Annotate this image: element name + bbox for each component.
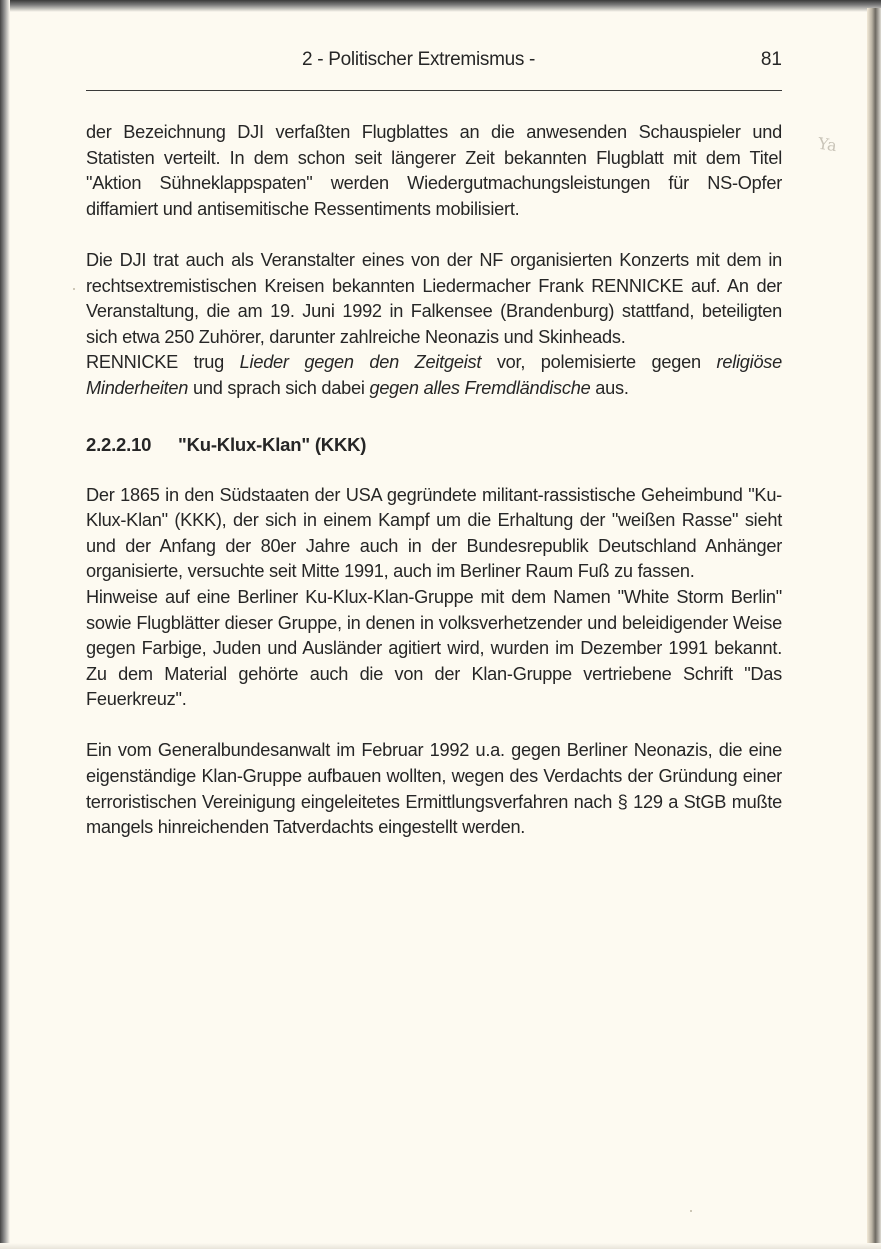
body-text bbox=[86, 120, 782, 841]
margin-annotation: Ya bbox=[816, 133, 839, 156]
paper-speck bbox=[73, 288, 75, 290]
scan-bottom-edge bbox=[0, 1243, 881, 1249]
scan-left-edge bbox=[0, 0, 10, 1249]
section-number: 2.2.2.10 bbox=[86, 433, 152, 455]
header-rule bbox=[86, 90, 782, 91]
scan-top-shadow bbox=[0, 0, 881, 12]
paragraph-flugblatt: der Bezeichnung DJI verfaßten Flugblattes an die anwesenden Schauspieler und Statisten verteilt. In dem schon seit längerer Zeit bekannten Flugblatt mit dem Titel "Aktion Sühneklappspaten" werden Wiedergutmachungsleistungen für NS-Opfer diffamiert und antisemitische Ressentiments mobilisiert. bbox=[86, 122, 782, 219]
paper-speck bbox=[690, 1210, 692, 1212]
paragraph-konzert: Die DJI trat auch als Veranstalter eines von der NF organisierten Konzerts mit dem in rechtsextremistischen Kreisen bekannten Liedermacher Frank RENNICKE auf. An der Veranstaltung, die am 19. Juni 1992 in Falkensee (Brandenburg) stattfand, beteiligten sich etwa 250 Zuhörer, darunter zahlreiche Neonazis und Skinheads. bbox=[86, 249, 782, 347]
page-number: 81 bbox=[760, 49, 782, 70]
chapter-title: 2 - Politischer Extremismus - bbox=[302, 49, 536, 70]
book-spine-edge bbox=[867, 8, 881, 1249]
paragraph-ermittlung: Ein vom Generalbundesanwalt im Februar 1992 u.a. gegen Berliner Neonazis, die eine eigenständige Klan-Gruppe aufbauen wollten, wegen des Verdachts der Gründung einer terroristischen Vereinigung eingeleitetes Ermittlungsverfahren nach § 129 a StGB mußte mangels hinreichenden Tatverdachts eingestellt werden. bbox=[86, 740, 782, 838]
section-heading bbox=[86, 432, 782, 458]
paragraph-kkk-history: Der 1865 in den Südstaaten der USA gegründete militant-rassistische Geheimbund "Ku-Klux-Klan" (KKK), der sich in einem Kampf um die Erhaltung der "weißen Rasse" sieht und der Anfang der 80er Jahre auch in der Bundesrepublik Deutschland Anhänger organisierte, versuchte seit Mitte 1991, auch im Berliner Raum Fuß zu fassen. bbox=[86, 484, 782, 582]
italic-phrase: Lieder gegen den Zeitgeist bbox=[239, 352, 482, 373]
paragraph-rennicke: RENNICKE trug Lieder gegen den Zeitgeist vor, polemisierte gegen religiöse Minderheiten und sprach sich dabei gegen alles Fremdländische aus. bbox=[86, 352, 783, 398]
italic-phrase: religiöse Minderheiten bbox=[86, 352, 783, 398]
italic-phrase: gegen alles Fremdländische bbox=[369, 377, 591, 398]
paragraph-white-storm: Hinweise auf eine Berliner Ku-Klux-Klan-Gruppe mit dem Namen "White Storm Berlin" sowie Flugblätter dieser Gruppe, in denen in volksverhetzender und beleidigender Weise gegen Farbige, Juden und Ausländer agitiert wird, wurden im Dezember 1991 bekannt. Zu dem Material gehörte auch die von der Klan-Gruppe vertriebene Schrift "Das Feuerkreuz". bbox=[86, 586, 782, 710]
running-head bbox=[86, 49, 782, 73]
section-title: "Ku-Klux-Klan" (KKK) bbox=[178, 433, 367, 455]
